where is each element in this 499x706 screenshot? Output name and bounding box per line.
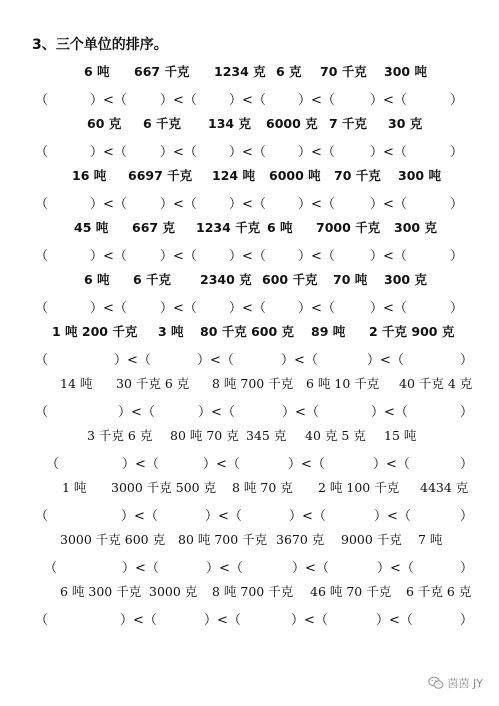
answer-row — [0, 193, 499, 213]
quantity-item: 6 吨 — [84, 272, 110, 287]
quantity-item: 6000 克 — [266, 116, 318, 131]
answer-bracket: ）<（ — [206, 561, 243, 576]
answer-row — [0, 89, 499, 109]
quantity-item: 40 克 5 克 — [305, 428, 366, 443]
answer-bracket: （ — [35, 93, 49, 108]
quantity-item: 70 吨 — [333, 272, 368, 287]
answer-bracket: （ — [35, 405, 49, 420]
answer-bracket: ）<（ — [282, 405, 319, 420]
answer-bracket: ） — [450, 197, 464, 212]
answer-bracket: ）<（ — [160, 93, 197, 108]
answer-bracket: ）<（ — [198, 405, 235, 420]
answer-bracket: （ — [35, 613, 49, 628]
answer-bracket: ）<（ — [160, 145, 197, 160]
answer-bracket: ）<（ — [374, 509, 411, 524]
answer-bracket: ）<（ — [229, 197, 266, 212]
quantity-item: 14 吨 — [60, 376, 93, 391]
answer-bracket: ） — [450, 93, 464, 108]
quantity-item: 1234 克 — [214, 64, 266, 79]
quantity-item: 3000 千克 500 克 — [111, 480, 217, 495]
quantity-item: 8 吨 70 克 — [232, 480, 293, 495]
watermark — [428, 674, 483, 692]
quantity-item: 4434 克 — [420, 480, 469, 495]
quantity-item: 7 吨 — [418, 532, 443, 547]
quantity-item: 6 吨 10 千克 — [306, 376, 380, 391]
quantity-item: 89 吨 — [311, 324, 346, 339]
answer-bracket: （ — [35, 145, 49, 160]
quantity-item: 2 千克 900 克 — [369, 324, 455, 339]
quantity-item: 6 千克 6 克 — [406, 584, 472, 599]
answer-bracket: ） — [450, 145, 464, 160]
quantity-row — [0, 62, 499, 82]
quantity-row — [0, 426, 499, 446]
answer-bracket: （ — [35, 249, 49, 264]
answer-bracket: ）<（ — [367, 353, 404, 368]
answer-bracket: ）<（ — [90, 249, 127, 264]
answer-bracket: ） — [460, 353, 474, 368]
quantity-row — [0, 582, 499, 602]
quantity-item: 80 吨 70 克 — [170, 428, 239, 443]
quantity-item: 30 克 — [388, 116, 423, 131]
quantity-item: 134 克 — [208, 116, 251, 131]
answer-bracket: （ — [46, 457, 60, 472]
answer-row — [0, 349, 499, 369]
answer-bracket: ）<（ — [373, 457, 410, 472]
quantity-item: 667 千克 — [134, 64, 190, 79]
answer-bracket: ）<（ — [160, 249, 197, 264]
quantity-item: 6 克 — [276, 64, 302, 79]
quantity-item: 80 千克 600 克 — [200, 324, 295, 339]
answer-bracket: ） — [460, 613, 474, 628]
answer-bracket: ）<（ — [229, 301, 266, 316]
quantity-item: 1 吨 — [62, 480, 87, 495]
answer-bracket: ）<（ — [370, 249, 407, 264]
answer-bracket: ）<（ — [122, 457, 159, 472]
quantity-item: 6 吨 300 千克 — [60, 584, 142, 599]
answer-bracket: ）<（ — [376, 613, 413, 628]
answer-bracket: ）<（ — [298, 197, 335, 212]
answer-bracket: ）<（ — [197, 353, 234, 368]
quantity-item: 2 吨 100 千克 — [318, 480, 400, 495]
quantity-item: 3000 千克 600 克 — [60, 532, 166, 547]
quantity-item: 2340 克 — [200, 272, 252, 287]
quantity-item: 9000 千克 — [341, 532, 402, 547]
quantity-item: 16 吨 — [72, 168, 107, 183]
answer-bracket: ） — [460, 561, 474, 576]
answer-bracket: （ — [35, 353, 49, 368]
quantity-item: 6 吨 — [267, 220, 293, 235]
quantity-item: 46 吨 70 千克 — [310, 584, 392, 599]
answer-bracket: ）<（ — [377, 561, 414, 576]
answer-bracket: ）<（ — [114, 353, 151, 368]
quantity-item: 8 吨 700 千克 — [212, 376, 294, 391]
answer-bracket: ）<（ — [298, 145, 335, 160]
answer-bracket: ）<（ — [121, 509, 158, 524]
quantity-item: 7000 千克 — [316, 220, 381, 235]
quantity-row — [0, 270, 499, 290]
quantity-item: 300 克 — [384, 272, 427, 287]
quantity-item: 6 吨 — [84, 64, 110, 79]
quantity-item: 300 吨 — [384, 64, 427, 79]
answer-bracket: ） — [450, 249, 464, 264]
answer-bracket: ）<（ — [371, 405, 408, 420]
answer-bracket: ）<（ — [370, 197, 407, 212]
answer-bracket: ）<（ — [160, 301, 197, 316]
answer-bracket: （ — [35, 509, 49, 524]
quantity-item: 8 吨 700 千克 — [212, 584, 294, 599]
answer-row — [0, 297, 499, 317]
exercise-title: 3、三个单位的排序。 — [32, 37, 168, 53]
answer-bracket: ）<（ — [298, 93, 335, 108]
answer-bracket: ）<（ — [298, 249, 335, 264]
answer-row — [0, 557, 499, 577]
answer-bracket: ）<（ — [291, 613, 328, 628]
quantity-item: 1234 千克 — [196, 220, 261, 235]
answer-bracket: ）<（ — [204, 613, 241, 628]
answer-row — [0, 505, 499, 525]
answer-bracket: ）<（ — [229, 145, 266, 160]
quantity-item: 667 克 — [132, 220, 175, 235]
answer-bracket: ）<（ — [289, 509, 326, 524]
quantity-row — [0, 530, 499, 550]
quantity-item: 6 千克 — [143, 116, 182, 131]
answer-row — [0, 245, 499, 265]
answer-bracket: ）<（ — [298, 301, 335, 316]
quantity-item: 3 千克 6 克 — [87, 428, 153, 443]
answer-bracket: ）<（ — [160, 197, 197, 212]
quantity-item: 124 吨 — [212, 168, 255, 183]
quantity-item: 7 千克 — [329, 116, 368, 131]
quantity-item: 600 千克 — [262, 272, 318, 287]
quantity-row — [0, 322, 499, 342]
answer-bracket: （ — [44, 561, 58, 576]
quantity-item: 1 吨 200 千克 — [52, 324, 138, 339]
answer-bracket: ） — [460, 509, 474, 524]
answer-bracket: ）<（ — [205, 509, 242, 524]
answer-bracket: ）<（ — [288, 457, 325, 472]
answer-bracket: ） — [460, 405, 474, 420]
quantity-item: 3000 克 — [149, 584, 198, 599]
quantity-item: 6697 千克 — [128, 168, 193, 183]
quantity-item: 30 千克 6 克 — [116, 376, 190, 391]
answer-row — [0, 401, 499, 421]
answer-row — [0, 141, 499, 161]
answer-bracket: ）<（ — [229, 249, 266, 264]
answer-bracket: ）<（ — [370, 145, 407, 160]
answer-bracket: ）<（ — [281, 353, 318, 368]
quantity-item: 70 千克 — [334, 168, 381, 183]
answer-bracket: ）<（ — [120, 613, 157, 628]
quantity-item: 300 克 — [394, 220, 437, 235]
quantity-row — [0, 218, 499, 238]
answer-bracket: ）<（ — [370, 93, 407, 108]
answer-bracket: （ — [35, 301, 49, 316]
quantity-row — [0, 478, 499, 498]
quantity-item: 3670 克 — [276, 532, 325, 547]
answer-row — [0, 609, 499, 629]
answer-row — [0, 453, 499, 473]
quantity-item: 70 千克 — [320, 64, 367, 79]
quantity-item: 45 吨 — [74, 220, 109, 235]
quantity-item: 15 吨 — [384, 428, 417, 443]
quantity-row — [0, 114, 499, 134]
quantity-item: 6000 吨 — [269, 168, 321, 183]
answer-bracket: ）<（ — [90, 145, 127, 160]
wechat-icon — [428, 676, 444, 690]
quantity-item: 3 吨 — [158, 324, 184, 339]
answer-bracket: ）<（ — [118, 405, 155, 420]
watermark-text: 茵茵 JY — [447, 677, 483, 690]
quantity-item: 300 吨 — [398, 168, 441, 183]
answer-bracket: ）<（ — [370, 301, 407, 316]
answer-bracket: （ — [35, 197, 49, 212]
answer-bracket: ）<（ — [122, 561, 159, 576]
answer-bracket: ）<（ — [90, 301, 127, 316]
answer-bracket: ）<（ — [90, 93, 127, 108]
quantity-item: 40 千克 4 克 — [399, 376, 473, 391]
answer-bracket: ） — [450, 301, 464, 316]
answer-bracket: ）<（ — [203, 457, 240, 472]
answer-bracket: ）<（ — [229, 93, 266, 108]
answer-bracket: ）<（ — [292, 561, 329, 576]
quantity-row — [0, 374, 499, 394]
answer-bracket: ）<（ — [90, 197, 127, 212]
quantity-item: 6 千克 — [133, 272, 172, 287]
quantity-row — [0, 166, 499, 186]
quantity-item: 60 克 — [87, 116, 122, 131]
quantity-item: 80 吨 700 千克 — [178, 532, 268, 547]
answer-bracket: ） — [460, 457, 474, 472]
quantity-item: 345 克 — [246, 428, 287, 443]
